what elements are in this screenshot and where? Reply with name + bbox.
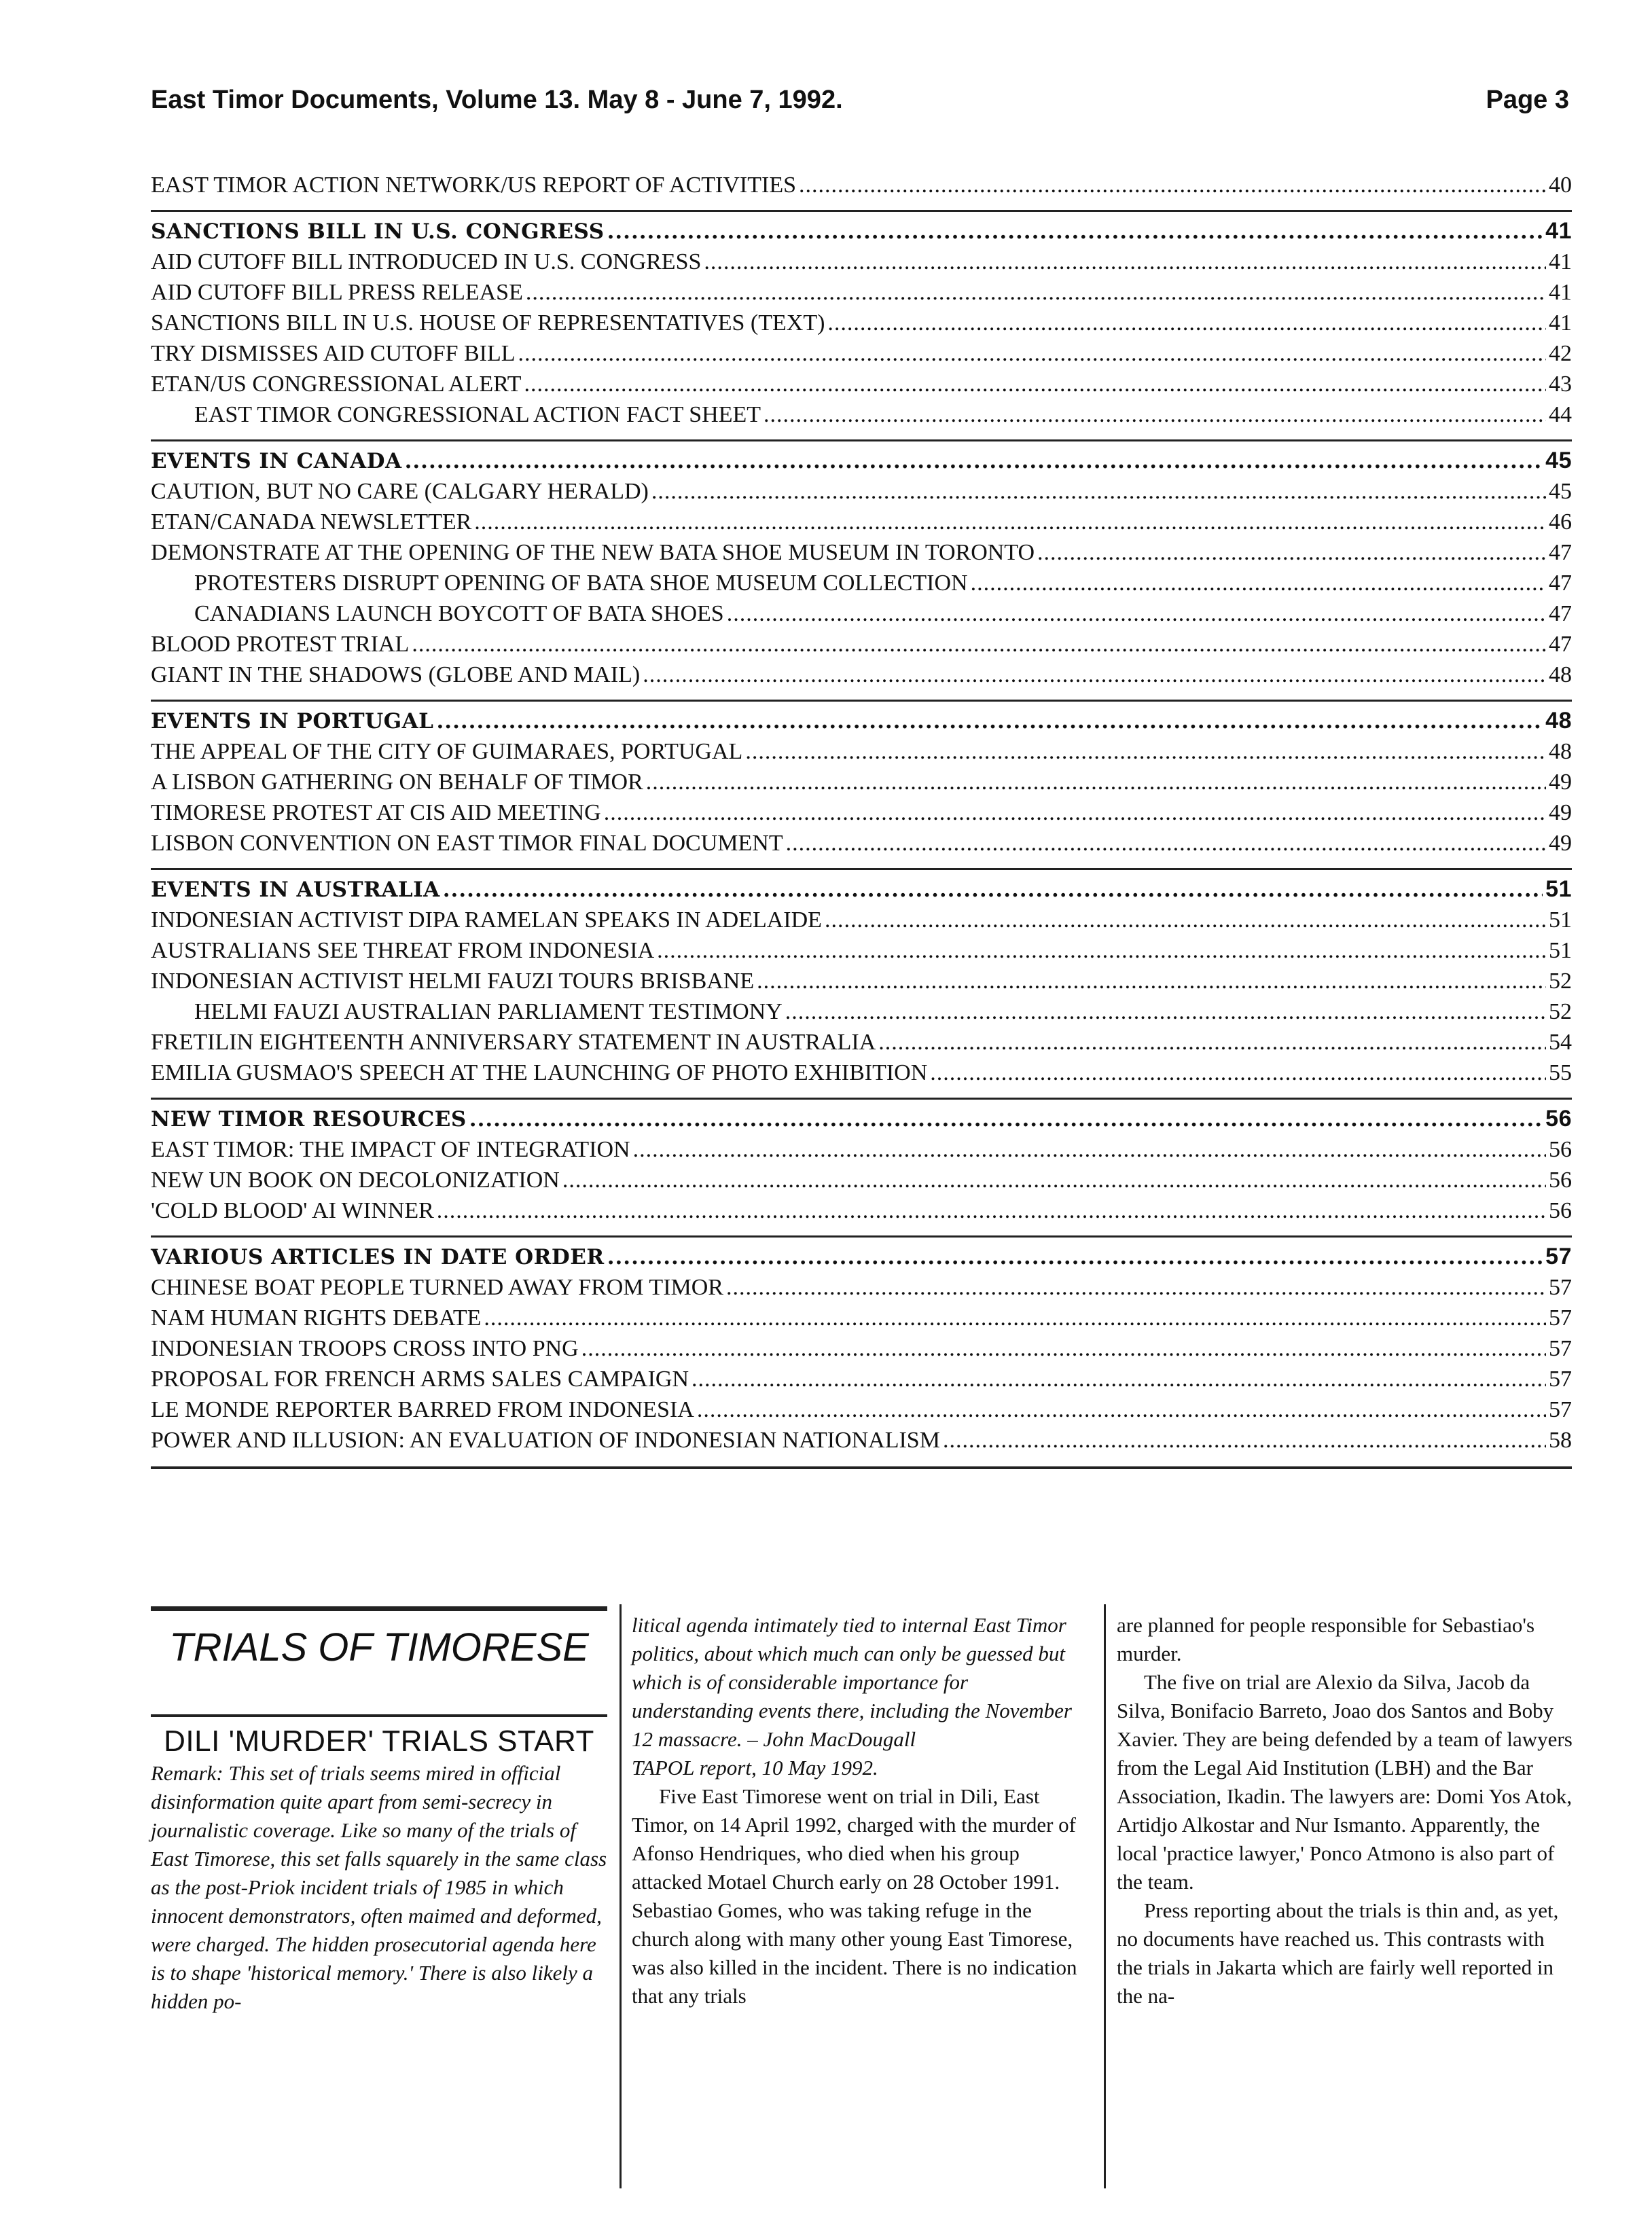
toc-section-resources: [151, 1098, 1572, 1226]
article-paragraph: Press reporting about the trials is thin and, as yet, no documents have reached us. This contrasts with the trials in Jakarta which are fairly well reported in the na-: [1117, 1898, 1559, 2008]
table-of-contents: [151, 170, 1572, 1469]
toc-section-heading: [151, 1242, 1572, 1272]
toc-heading-title: VARIOUS ARTICLES IN DATE ORDER: [151, 1245, 605, 1269]
toc-heading-title: SANCTIONS BILL IN U.S. CONGRESS: [151, 219, 605, 244]
toc-leader: [704, 247, 1546, 277]
toc-entry-title: POWER AND ILLUSION: AN EVALUATION OF INDONESIAN NATIONALISM: [151, 1428, 940, 1453]
toc-entry-title: 'COLD BLOOD' AI WINNER: [151, 1198, 434, 1223]
toc-entry-page: 47: [1549, 540, 1572, 565]
toc-heading-page: 48: [1545, 708, 1572, 734]
toc-leader: [827, 308, 1546, 338]
toc-leader: [437, 1195, 1546, 1226]
toc-entry-page: 47: [1549, 601, 1572, 626]
toc-leader: [405, 446, 1543, 477]
article-paragraph: The five on trial are Alexio da Silva, Jacob da Silva, Bonifacio Barreto, Joao dos Santos and Boby Xavier. They are being defended by a team of lawyers from the Legal Aid Institution (LBH) and the Bar Association, Ikadin. The lawyers are: Domi Yos Atok, Artidjo Alkostar and Nur Ismanto. Apparently, the local 'practice lawyer,' Ponco Atmono is also part of the team.: [1117, 1670, 1573, 1894]
toc-entry-title: PROTESTERS DISRUPT OPENING OF BATA SHOE MUSEUM COLLECTION: [194, 571, 968, 596]
toc-entry-page: 48: [1549, 739, 1572, 764]
toc-entry: [151, 736, 1572, 767]
toc-leader: [971, 568, 1546, 598]
toc-leader: [726, 1272, 1546, 1303]
article-source: TAPOL report, 10 May 1992.: [632, 1756, 878, 1780]
toc-entry: [151, 767, 1572, 797]
toc-leader: [474, 507, 1546, 537]
toc-entry-title: EAST TIMOR ACTION NETWORK/US REPORT OF ACTIVITIES: [151, 173, 797, 198]
toc-entry-title: EMILIA GUSMAO'S SPEECH AT THE LAUNCHING OF PHOTO EXHIBITION: [151, 1060, 928, 1085]
toc-heading-page: 56: [1545, 1106, 1572, 1132]
toc-entry-title: INDONESIAN ACTIVIST HELMI FAUZI TOURS BRISBANE: [151, 969, 755, 994]
toc-entry-title: TRY DISMISSES AID CUTOFF BILL: [151, 341, 516, 366]
editor-remark-continued: litical agenda intimately tied to internal East Timor politics, about which much can only be guessed but which is of considerable importance for understanding events there, including the November 12 massacre. – John MacDougall: [632, 1613, 1072, 1751]
toc-leader: [412, 629, 1546, 660]
toc-entry-page: 47: [1549, 632, 1572, 657]
toc-entry-page: 54: [1549, 1030, 1572, 1055]
toc-leader: [646, 767, 1546, 797]
toc-leader: [825, 905, 1546, 935]
toc-entry: [151, 476, 1572, 507]
toc-leader: [526, 277, 1546, 308]
toc-heading-title: NEW TIMOR RESOURCES: [151, 1107, 467, 1132]
toc-entry-title: NEW UN BOOK ON DECOLONIZATION: [151, 1168, 560, 1193]
toc-entry-page: 51: [1549, 907, 1572, 933]
toc-heading-page: 51: [1545, 876, 1572, 902]
toc-entry-page: 57: [1549, 1305, 1572, 1331]
toc-entry-page: 45: [1549, 479, 1572, 504]
toc-entry: [151, 1364, 1572, 1394]
article-title: DILI 'MURDER' TRIALS START: [151, 1714, 607, 1759]
toc-entry: [151, 1303, 1572, 1333]
toc-section-heading: [151, 1104, 1572, 1134]
toc-entry: [151, 277, 1572, 308]
toc-entry-title: AID CUTOFF BILL INTRODUCED IN U.S. CONGRESS: [151, 249, 702, 274]
toc-entry: [151, 660, 1572, 690]
toc-entry-title: EAST TIMOR: THE IMPACT OF INTEGRATION: [151, 1137, 630, 1162]
toc-leader: [697, 1394, 1546, 1425]
toc-entry-title: FRETILIN EIGHTEENTH ANNIVERSARY STATEMENT IN AUSTRALIA: [151, 1030, 876, 1055]
toc-entry-page: 57: [1549, 1397, 1572, 1422]
toc-entry: [151, 629, 1572, 660]
toc-entry-page: 57: [1549, 1336, 1572, 1361]
article-paragraph: Five East Timorese went on trial in Dili, East Timor, on 14 April 1992, charged with the murder of Afonso Hendriques, who died when his group attacked Motael Church early on 28 October 1991. Sebastiao Gomes, who was taking refuge in the church along with many other young East Timorese, was also killed in the incident. There is no indication that any trials: [632, 1784, 1077, 2008]
toc-entry-title: AUSTRALIANS SEE THREAT FROM INDONESIA: [151, 938, 655, 963]
toc-section-australia: [151, 868, 1572, 1088]
toc-leader: [443, 875, 1543, 905]
toc-entry-page: 41: [1549, 249, 1572, 274]
editor-remark: Remark: This set of trials seems mired in official disinformation quite apart from semi-secrecy in journalistic coverage. Like so many of the trials of East Timorese, this set falls squarely in the same class as the post-Priok incident trials of 1985 in which innocent demonstrators, often maimed and deformed, were charged. The hidden prosecutorial agenda here is to shape 'historical memory.' There is also likely a hidden po-: [151, 1761, 607, 2013]
toc-entry-page: 57: [1549, 1275, 1572, 1300]
toc-entry: [151, 369, 1572, 399]
toc-entry-page: 48: [1549, 662, 1572, 687]
toc-section-heading: [151, 874, 1572, 905]
toc-leader: [764, 399, 1546, 430]
toc-leader: [518, 338, 1546, 369]
toc-entry-title: SANCTIONS BILL IN U.S. HOUSE OF REPRESENTATIVES (TEXT): [151, 310, 825, 336]
toc-entry-title: NAM HUMAN RIGHTS DEBATE: [151, 1305, 482, 1331]
toc-entry-page: 41: [1549, 280, 1572, 305]
toc-entry-page: 56: [1549, 1168, 1572, 1193]
toc-section-heading: [151, 446, 1572, 476]
toc-entry-title: LISBON CONVENTION ON EAST TIMOR FINAL DOCUMENT: [151, 831, 783, 856]
toc-leader: [1037, 537, 1546, 568]
toc-entry: [151, 1425, 1572, 1456]
toc-section-heading: [151, 706, 1572, 736]
toc-entry-page: 44: [1549, 402, 1572, 427]
toc-leader: [436, 706, 1543, 737]
toc-entry-title: BLOOD PROTEST TRIAL: [151, 632, 410, 657]
toc-entry: [151, 338, 1572, 369]
toc-section-sanctions: [151, 210, 1572, 430]
toc-leader: [745, 736, 1546, 767]
toc-entry-page: 49: [1549, 770, 1572, 795]
toc-leader: [757, 966, 1546, 996]
toc-entry-title: A LISBON GATHERING ON BEHALF OF TIMOR: [151, 770, 643, 795]
toc-entry-page: 47: [1549, 571, 1572, 596]
running-header: [151, 86, 1569, 120]
toc-entry-page: 51: [1549, 938, 1572, 963]
toc-leader: [633, 1134, 1546, 1165]
article-paragraph-continued: are planned for people responsible for Sebastiao's murder.: [1117, 1613, 1535, 1665]
document-title: East Timor Documents, Volume 13. May 8 - June 7, 1992.: [151, 86, 843, 114]
toc-entry-page: 58: [1549, 1428, 1572, 1453]
toc-heading-page: 41: [1545, 218, 1572, 244]
toc-entry-page: 49: [1549, 800, 1572, 825]
toc-entry-title: EAST TIMOR CONGRESSIONAL ACTION FACT SHEET: [194, 402, 761, 427]
toc-section-various: [151, 1235, 1572, 1456]
toc-entry: [151, 828, 1572, 859]
toc-entry-title: CHINESE BOAT PEOPLE TURNED AWAY FROM TIMOR: [151, 1275, 723, 1300]
toc-entry: [151, 1134, 1572, 1165]
toc-entry-title: GIANT IN THE SHADOWS (GLOBE AND MAIL): [151, 662, 641, 687]
toc-leader: [657, 935, 1546, 966]
toc-entry-page: 55: [1549, 1060, 1572, 1085]
toc-entry-page: 56: [1549, 1137, 1572, 1162]
toc-entry-title: DEMONSTRATE AT THE OPENING OF THE NEW BATA SHOE MUSEUM IN TORONTO: [151, 540, 1035, 565]
toc-entry: [151, 537, 1572, 568]
toc-leader: [786, 828, 1546, 859]
toc-heading-title: EVENTS IN PORTUGAL: [151, 709, 434, 734]
toc-entry-title: INDONESIAN TROOPS CROSS INTO PNG: [151, 1336, 579, 1361]
toc-subentry: [151, 996, 1572, 1027]
toc-leader: [607, 217, 1543, 247]
section-title: TRIALS OF TIMORESE: [151, 1606, 607, 1687]
toc-end-rule: [151, 1466, 1572, 1469]
toc-entry-title: HELMI FAUZI AUSTRALIAN PARLIAMENT TESTIMONY: [194, 999, 783, 1024]
toc-entry: [151, 1272, 1572, 1303]
toc-leader: [607, 1242, 1543, 1273]
toc-section-canada: [151, 439, 1572, 690]
toc-entry-title: ETAN/CANADA NEWSLETTER: [151, 509, 472, 535]
toc-entry-title: THE APPEAL OF THE CITY OF GUIMARAES, PORTUGAL: [151, 739, 743, 764]
toc-heading-title: EVENTS IN CANADA: [151, 449, 402, 473]
toc-entry-title: ETAN/US CONGRESSIONAL ALERT: [151, 372, 522, 397]
toc-entry: [151, 507, 1572, 537]
toc-entry-page: 57: [1549, 1367, 1572, 1392]
toc-entry-page: 52: [1549, 969, 1572, 994]
toc-subentry: [151, 568, 1572, 598]
toc-section-portugal: [151, 700, 1572, 859]
toc-entry: [151, 935, 1572, 966]
toc-entry: [151, 247, 1572, 277]
page-number: Page 3: [1486, 86, 1569, 114]
article-column-3: [1117, 1611, 1573, 2010]
toc-heading-page: 45: [1545, 448, 1572, 473]
toc-entry-page: 42: [1549, 341, 1572, 366]
toc-entry-page: 41: [1549, 310, 1572, 336]
toc-subentry: [151, 598, 1572, 629]
toc-entry-title: CAUTION, BUT NO CARE (CALGARY HERALD): [151, 479, 649, 504]
toc-leader: [727, 598, 1546, 629]
column-divider: [620, 1604, 622, 2188]
toc-entry: [151, 1027, 1572, 1058]
toc-entry: [151, 1165, 1572, 1195]
toc-leader: [581, 1333, 1546, 1364]
toc-leader: [943, 1425, 1546, 1456]
toc-entry: [151, 797, 1572, 828]
toc-section-heading: [151, 216, 1572, 247]
toc-entry: [151, 1058, 1572, 1088]
toc-subentry: [151, 399, 1572, 430]
toc-leader: [692, 1364, 1546, 1394]
toc-leader: [799, 170, 1546, 200]
toc-leader: [643, 660, 1546, 690]
toc-entry-page: 43: [1549, 372, 1572, 397]
toc-leader: [930, 1058, 1546, 1088]
toc-entry-title: PROPOSAL FOR FRENCH ARMS SALES CAMPAIGN: [151, 1367, 689, 1392]
toc-entry-title: INDONESIAN ACTIVIST DIPA RAMELAN SPEAKS IN ADELAIDE: [151, 907, 822, 933]
toc-entry: [151, 1195, 1572, 1226]
toc-entry-page: 56: [1549, 1198, 1572, 1223]
toc-entry-page: 49: [1549, 831, 1572, 856]
article-column-1: [151, 1606, 607, 2016]
toc-entry-title: LE MONDE REPORTER BARRED FROM INDONESIA: [151, 1397, 694, 1422]
toc-entry: [151, 308, 1572, 338]
article-column-2: [632, 1611, 1091, 2010]
toc-leader: [878, 1027, 1546, 1058]
toc-entry: [151, 1394, 1572, 1425]
toc-leader: [651, 476, 1546, 507]
toc-leader: [785, 996, 1546, 1027]
toc-heading-title: EVENTS IN AUSTRALIA: [151, 878, 440, 902]
toc-leader: [469, 1104, 1543, 1135]
toc-entry-title: AID CUTOFF BILL PRESS RELEASE: [151, 280, 523, 305]
toc-leader: [524, 369, 1546, 399]
toc-entry: [151, 170, 1572, 200]
toc-heading-page: 57: [1545, 1244, 1572, 1269]
toc-leader: [562, 1165, 1546, 1195]
toc-entry-title: TIMORESE PROTEST AT CIS AID MEETING: [151, 800, 601, 825]
column-divider: [1104, 1604, 1106, 2188]
toc-entry: [151, 905, 1572, 935]
toc-leader: [484, 1303, 1546, 1333]
toc-entry-page: 52: [1549, 999, 1572, 1024]
toc-leader: [604, 797, 1546, 828]
toc-entry-page: 40: [1549, 173, 1572, 198]
toc-entry: [151, 966, 1572, 996]
toc-entry: [151, 1333, 1572, 1364]
toc-entry-page: 46: [1549, 509, 1572, 535]
toc-entry-title: CANADIANS LAUNCH BOYCOTT OF BATA SHOES: [194, 601, 724, 626]
